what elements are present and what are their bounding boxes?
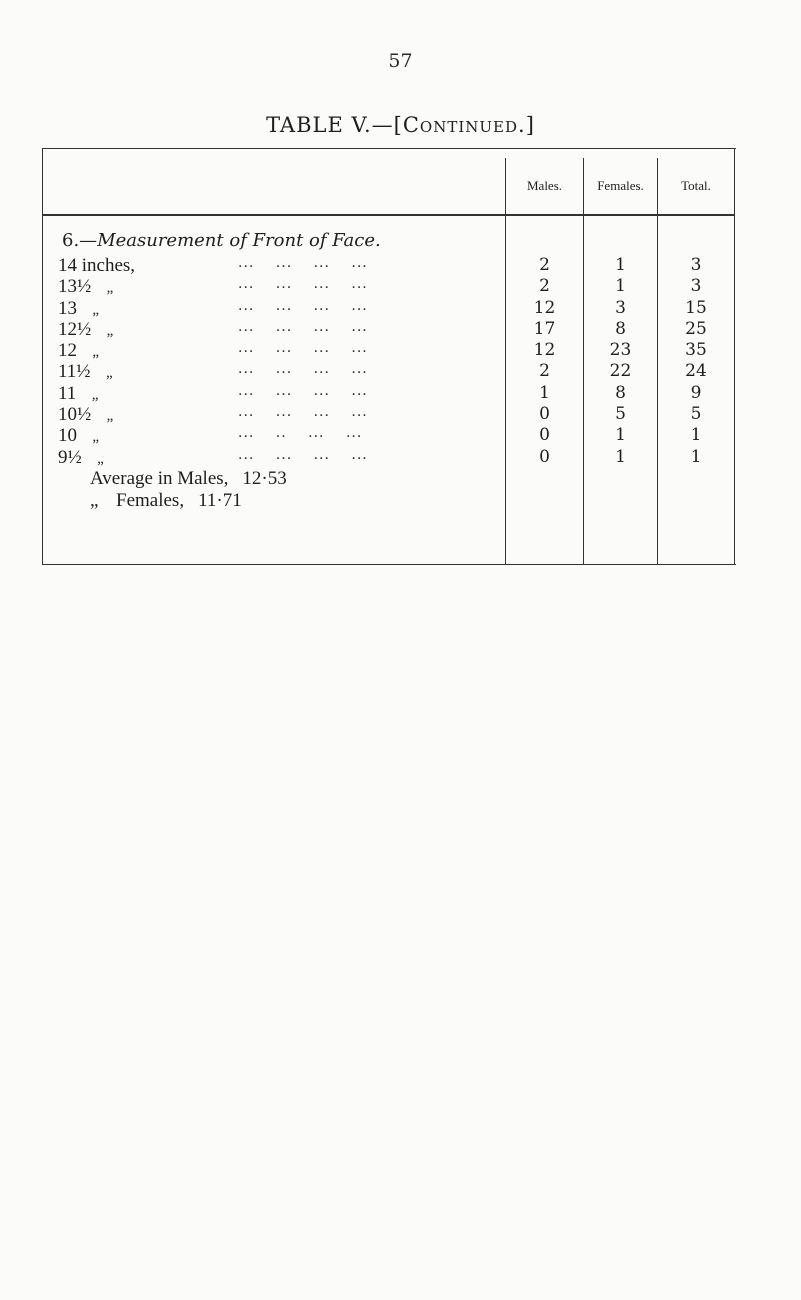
row-females: 1: [615, 425, 626, 446]
table-row: [0, 319, 801, 340]
row-females: 1: [615, 446, 626, 467]
column-header-females: Females.: [597, 178, 644, 193]
row-unit: „: [92, 301, 100, 318]
table-row: [0, 361, 801, 382]
row-size: 9½: [58, 446, 82, 468]
section-title: [62, 230, 381, 251]
row-label: [58, 425, 110, 447]
row-males: 12: [533, 297, 556, 318]
row-unit: „: [106, 408, 114, 425]
row-females: 8: [615, 318, 626, 339]
row-total: 3: [690, 255, 702, 275]
row-females: 1: [615, 276, 626, 297]
table-row: [0, 383, 801, 404]
row-label: [58, 404, 124, 426]
row-unit: „: [106, 280, 114, 297]
section-number: 6.—: [62, 230, 98, 251]
average-females: [90, 490, 242, 512]
row-label: [58, 276, 124, 298]
row-females: 3: [615, 297, 626, 318]
row-unit: „: [92, 429, 100, 446]
table-title: [0, 113, 801, 137]
row-size: 11: [58, 382, 77, 404]
row-total: 1: [690, 446, 702, 467]
table-top-rule: [42, 148, 736, 149]
row-males: 2: [539, 276, 550, 297]
row-females: 5: [615, 404, 626, 425]
row-unit: „: [97, 450, 104, 467]
row-males: 0: [539, 425, 550, 446]
row-females: 22: [609, 361, 632, 382]
table-title-main: TABLE V.—[: [266, 113, 403, 137]
row-size: 13½: [58, 276, 92, 298]
measurement-rows: [0, 255, 801, 468]
row-label: [58, 319, 124, 341]
row-females: 8: [615, 382, 626, 403]
row-size: 11½: [58, 361, 91, 383]
row-size: 13: [58, 297, 77, 319]
table-row: [0, 404, 801, 425]
table-title-bracket: ]: [525, 113, 535, 137]
row-unit: „: [91, 386, 99, 403]
row-males: 0: [539, 404, 550, 425]
row-label: [58, 255, 135, 277]
row-leader-dots: ... ... ... ...: [238, 361, 368, 378]
row-males: 17: [533, 318, 556, 339]
row-leader-dots: ... ... ... ...: [238, 340, 368, 357]
row-males: 0: [539, 446, 550, 467]
average-males-value: 12·53: [242, 468, 287, 489]
row-total: 35: [685, 340, 707, 361]
row-females: 23: [609, 340, 632, 361]
row-size: 12: [58, 340, 77, 362]
table-row: [0, 340, 801, 361]
row-unit: inches,: [81, 255, 136, 276]
average-females-value: 11·71: [198, 490, 242, 511]
table-row: [0, 447, 801, 468]
row-males: 12: [533, 340, 556, 361]
page-number: 57: [388, 50, 413, 72]
row-total: 24: [685, 361, 707, 382]
row-total: 3: [690, 276, 702, 297]
row-total: 25: [685, 318, 707, 339]
row-size: 14: [58, 255, 77, 276]
row-unit: „: [106, 322, 114, 339]
row-unit: „: [105, 365, 113, 382]
average-females-label: Females,: [116, 490, 185, 511]
row-total: 1: [690, 425, 702, 446]
column-header-males: Males.: [526, 178, 563, 193]
table-row: [0, 276, 801, 297]
table-row: [0, 425, 801, 446]
row-males: 2: [539, 361, 550, 382]
row-leader-dots: ... ... ... ...: [238, 276, 368, 293]
row-total: 15: [685, 297, 707, 318]
row-leader-dots: ... ... ... ...: [238, 297, 368, 314]
table-title-continued: Continued.: [402, 113, 526, 137]
row-males: 1: [539, 382, 550, 403]
row-males: 2: [539, 255, 550, 275]
table-header-rule: [42, 214, 734, 216]
row-size: 10: [58, 425, 77, 447]
row-size: 12½: [58, 318, 92, 340]
average-males: [90, 468, 287, 490]
table-row: [0, 298, 801, 319]
section-title-text: Measurement of Front of Face.: [97, 230, 381, 251]
row-label: [58, 383, 109, 405]
table-row: [0, 255, 801, 276]
row-leader-dots: ... ... ... ...: [238, 255, 368, 271]
row-females: 1: [615, 255, 626, 275]
row-label: [58, 361, 123, 383]
table-bottom-rule: [42, 564, 736, 565]
column-header-total: Total.: [681, 178, 711, 193]
row-label: [58, 298, 110, 320]
row-label: [58, 447, 115, 469]
row-unit: „: [92, 344, 100, 361]
row-total: 9: [690, 382, 702, 403]
row-total: 5: [690, 404, 702, 425]
row-leader-dots: ... ... ... ...: [238, 382, 368, 399]
row-leader-dots: ... .. ... ...: [238, 425, 363, 442]
row-leader-dots: ... ... ... ...: [238, 318, 368, 335]
row-label: [58, 340, 110, 362]
row-leader-dots: ... ... ... ...: [238, 404, 368, 421]
row-size: 10½: [58, 404, 92, 426]
average-females-ditto: „: [90, 490, 99, 511]
row-leader-dots: ... ... ... ...: [238, 446, 368, 463]
average-males-label: Average in Males,: [90, 468, 229, 489]
